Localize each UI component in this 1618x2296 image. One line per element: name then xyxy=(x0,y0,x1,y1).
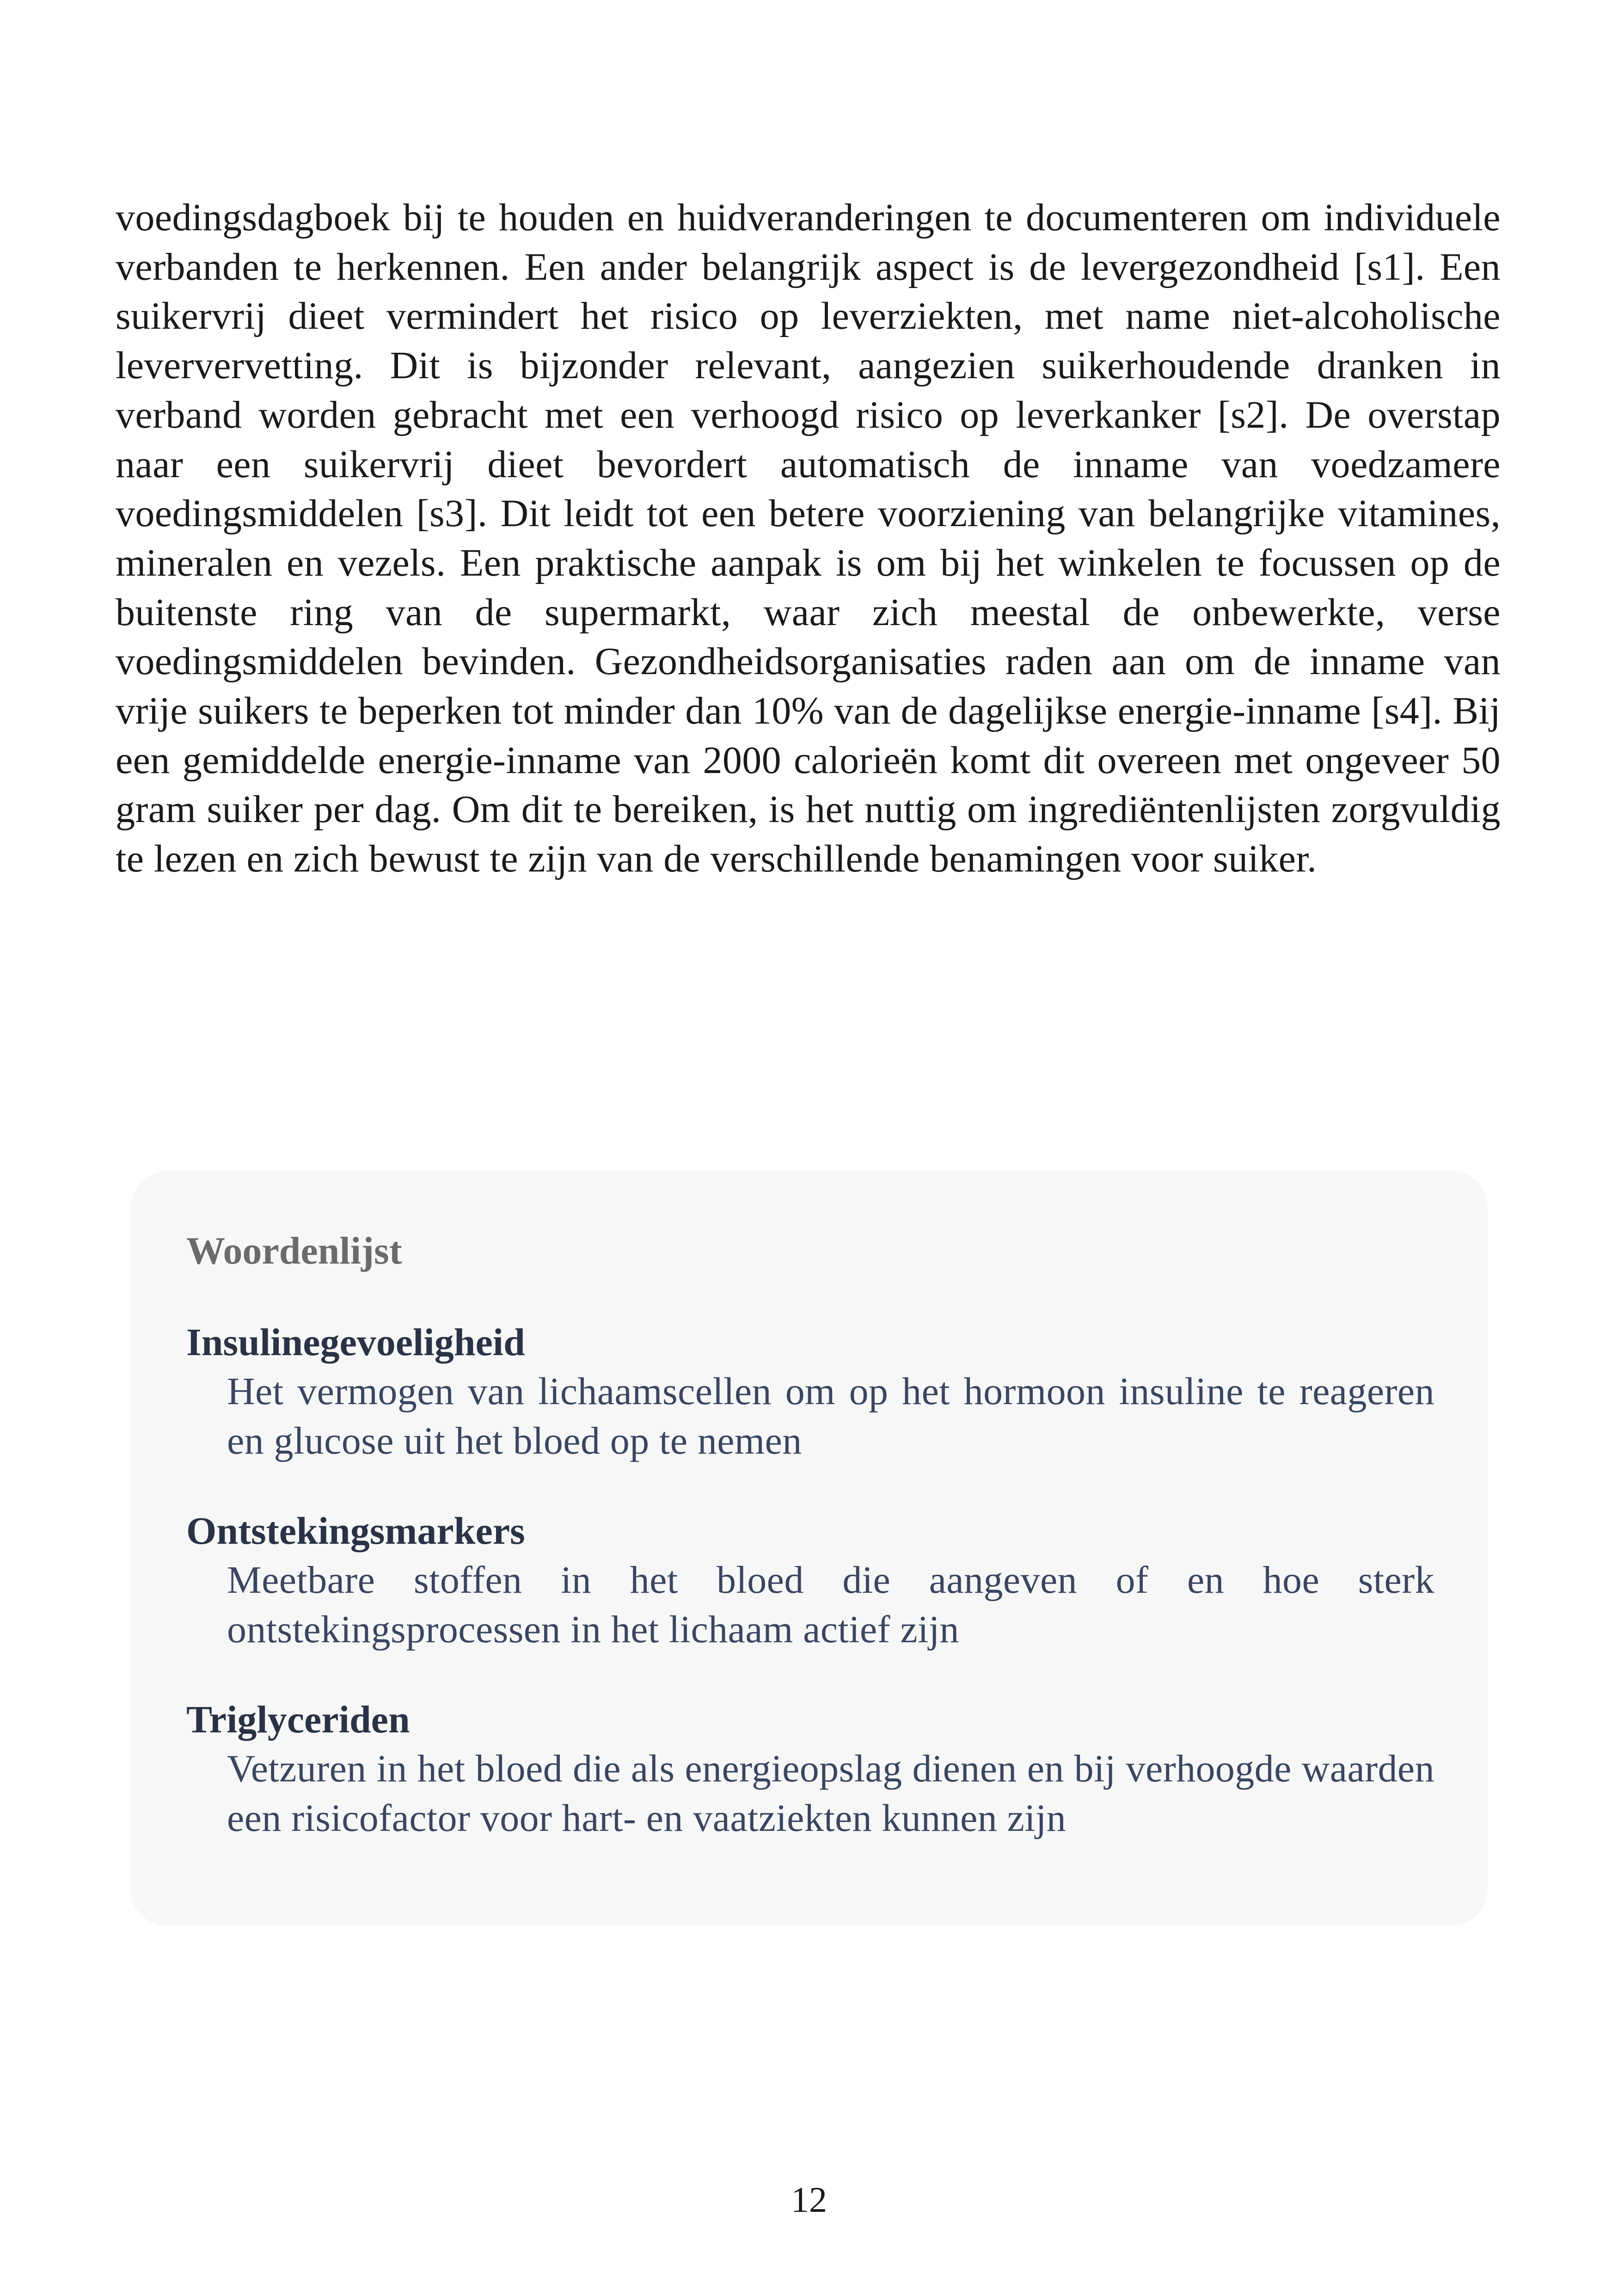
glossary-title: Woordenlijst xyxy=(186,1229,402,1272)
glossary-term: Ontstekingsmarkers xyxy=(186,1510,525,1553)
glossary-term: Triglyceriden xyxy=(186,1698,410,1741)
body-paragraph: voedingsdagboek bij te houden en huidveranderingen te documenteren om individuele verbanden te herkennen. Een ander belangrijk aspect is de levergezondheid [s1]. Een suikervrij dieet vermindert het risico op leverziekten, met name niet-alcoholische leververvetting. Dit is bijzonder relevant, aangezien suikerhoudende dranken in verband worden gebracht met een verhoogd risico op leverkanker [s2]. De overstap naar een suikervrij dieet bevordert automatisch de inname van voedzamere voedingsmiddelen [s3]. Dit leidt tot een betere voorziening van belangrijke vitamines, mineralen en vezels. Een praktische aanpak is om bij het winkelen te focussen op de buitenste ring van de supermarkt, waar zich meestal de onbewerkte, verse voedingsmiddelen bevinden. Gezondheidsorganisaties raden aan om de inname van vrije suikers te beperken tot minder dan 10% van de dagelijkse energie-inname [s4]. Bij een gemiddelde energie-inname van 2000 calorieën komt dit overeen met ongeveer 50 gram suiker per dag. Om dit te bereiken, is het nuttig om ingrediëntenlijsten zorgvuldig te lezen en zich bewust te zijn van de verschillende benamingen voor suiker. xyxy=(116,196,1501,881)
glossary-entry xyxy=(186,1318,1434,1466)
glossary-term: Insulinegevoeligheid xyxy=(186,1321,525,1364)
glossary-entry xyxy=(186,1695,1434,1843)
glossary-definition: Vetzuren in het bloed die als energieopslag dienen en bij verhoogde waarden een risicofactor voor hart- en vaatziekten kunnen zijn xyxy=(227,1747,1434,1840)
glossary-definition: Het vermogen van lichaamscellen om op het hormoon insuline te reageren en glucose uit het bloed op te nemen xyxy=(227,1370,1434,1462)
glossary-entry xyxy=(186,1507,1434,1654)
page-number: 12 xyxy=(791,2179,827,2220)
glossary-box xyxy=(131,1171,1488,1926)
glossary-definition: Meetbare stoffen in het bloed die aangeven of en hoe sterk ontstekingsprocessen in het lichaam actief zijn xyxy=(227,1559,1434,1651)
